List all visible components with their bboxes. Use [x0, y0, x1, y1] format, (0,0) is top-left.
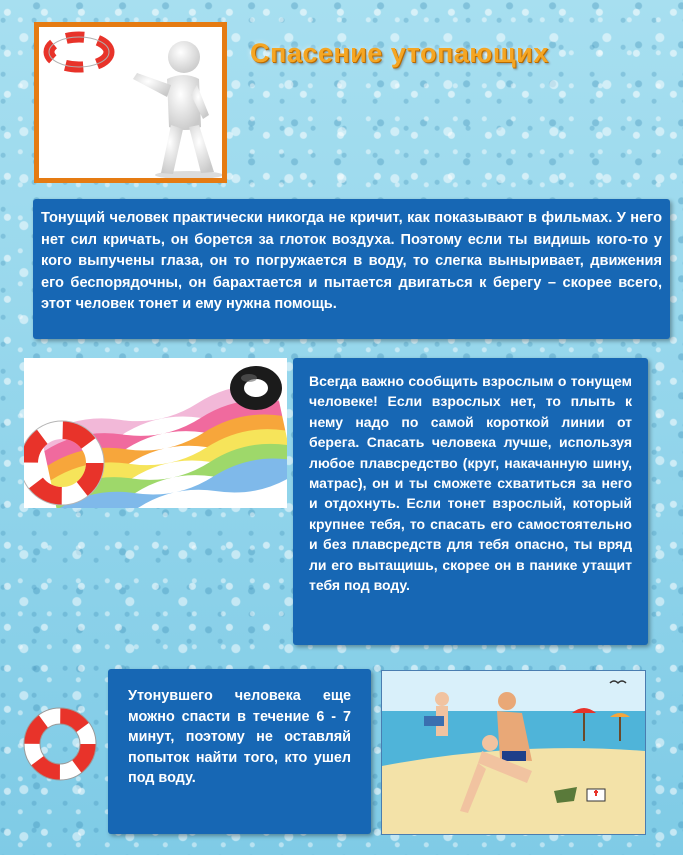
- life-ring-image: [20, 704, 100, 784]
- beach-rescue-image: [381, 670, 646, 835]
- air-mattress-icon: [24, 358, 287, 508]
- figure-throwing-ring-icon: [39, 27, 222, 178]
- flotation-devices-image: [24, 358, 287, 508]
- life-ring-icon: [20, 704, 100, 784]
- rescue-instructions-paragraph: Всегда важно сообщить взрослым о тонущем человеке! Если взрослых нет, то плыть к нему надо по самой короткой линии от берега. Спасать человека лучше, используя любое плавсредство (круг, накачанную шину, матрас), он и ты сможете схватиться за него и отдохнуть. Если тонет взрослый, который крупнее тебя, то спасать его самостоятельно и без плавсредств для тебя опасно, ты вряд ли его вытащишь, скорее он в панике утащит тебя под воду.: [293, 358, 648, 645]
- page-title: Спасение утопающих: [250, 38, 549, 68]
- tire-ring-icon: [230, 366, 282, 410]
- beach-rescue-icon: [382, 671, 645, 834]
- warning-paragraph: Тонущий человек практически никогда не кричит, как показывают в фильмах. У него нет сил кричать, он борется за глоток воздуха. Поэтому если ты видишь кого-то у кого выпучены глаза, он то погружается в воду, то слегка выныривает, движения его беспорядочны, он барахтается и пытается двигаться к берегу – скорее всего, этот человек тонет и ему нужна помощь.: [33, 199, 670, 339]
- rescuer-illustration: [34, 22, 227, 183]
- time-limit-paragraph: Утонувшего человека еще можно спасти в течение 6 - 7 минут, поэтому не оставляй попыток найти того, кто ушел под воду.: [108, 669, 371, 834]
